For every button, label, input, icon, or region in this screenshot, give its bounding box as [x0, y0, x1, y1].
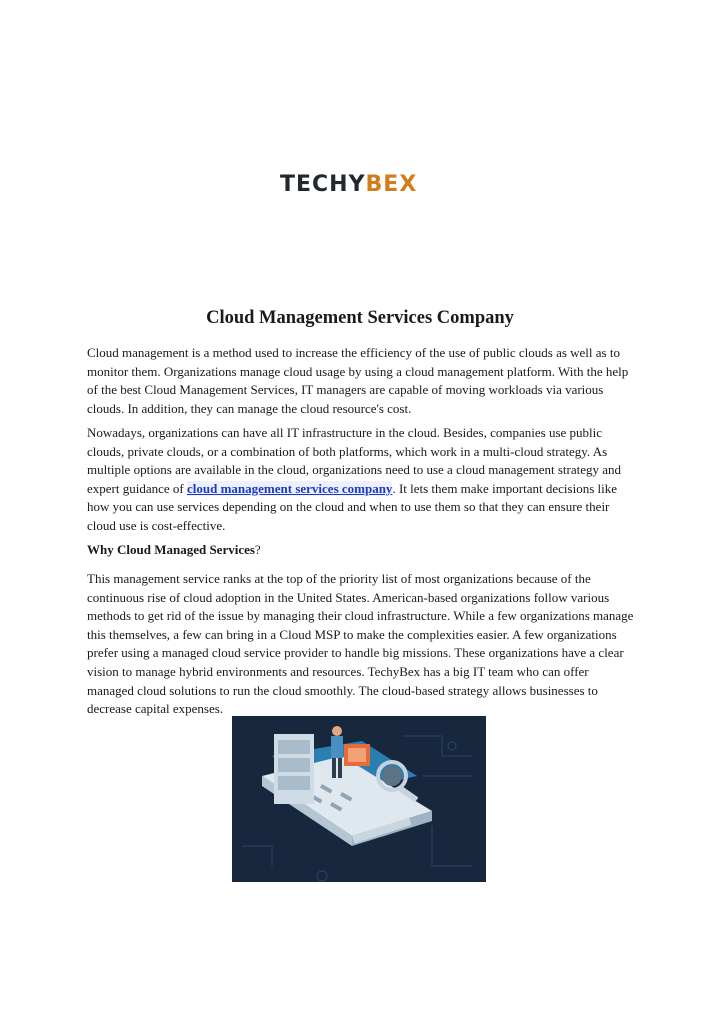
intro-paragraph: Cloud management is a method used to increase the efficiency of the use of public clouds as well as to monitor them. Organizations manage cloud usage by using a cloud management platform. With the help of the best Cloud Management Services, IT managers are capable of moving workloads via various clouds. In addition, they can manage the cloud resource's cost.: [87, 345, 629, 416]
paragraph-text-after-link: . It lets them make important decisions like how you can use services depending on the cloud and when to use them so that they can ensure their cloud use is cost-effective.: [87, 480, 617, 533]
cloud-management-illustration: [232, 716, 486, 882]
techybex-logo: [280, 172, 440, 202]
paragraph-text-before-link: Nowadays, organizations can have all IT infrastructure in the cloud. Besides, companies use public clouds, private clouds, or a combination of both platforms, which work in a multi-cloud strategy. As multiple options are available in the cloud, organizations need to use a cloud management strategy and expert guidance of: [87, 425, 622, 496]
why-managed-services-paragraph: This management service ranks at the top of the priority list of most organizations because of the continuous rise of cloud adoption in the United States. American-based organizations follow various methods to get rid of the issue by managing their cloud infrastructure. While a few organizations manage this themselves, a few can bring in a Cloud MSP to make the complexities easier. A few organizations prefer using a managed cloud service provider to handle big missions. These organizations have a clear vision to manage hybrid environments and resources. TechyBex has a big IT team who can offer managed cloud solutions to run the cloud smoothly. The cloud-based strategy allows businesses to decrease capital expenses.: [87, 571, 634, 717]
section-heading: [87, 541, 637, 560]
section-heading-suffix: ?: [254, 542, 261, 557]
page-title: Cloud Management Services Company: [206, 308, 514, 328]
section-heading-bold: Why Cloud Managed Services: [87, 542, 255, 557]
logo-text-techy: TECHY: [280, 172, 366, 197]
logo-text-bex: BEX: [365, 172, 418, 197]
cloud-management-services-link[interactable]: cloud management services company: [186, 480, 393, 496]
multicloud-paragraph: [87, 424, 637, 536]
